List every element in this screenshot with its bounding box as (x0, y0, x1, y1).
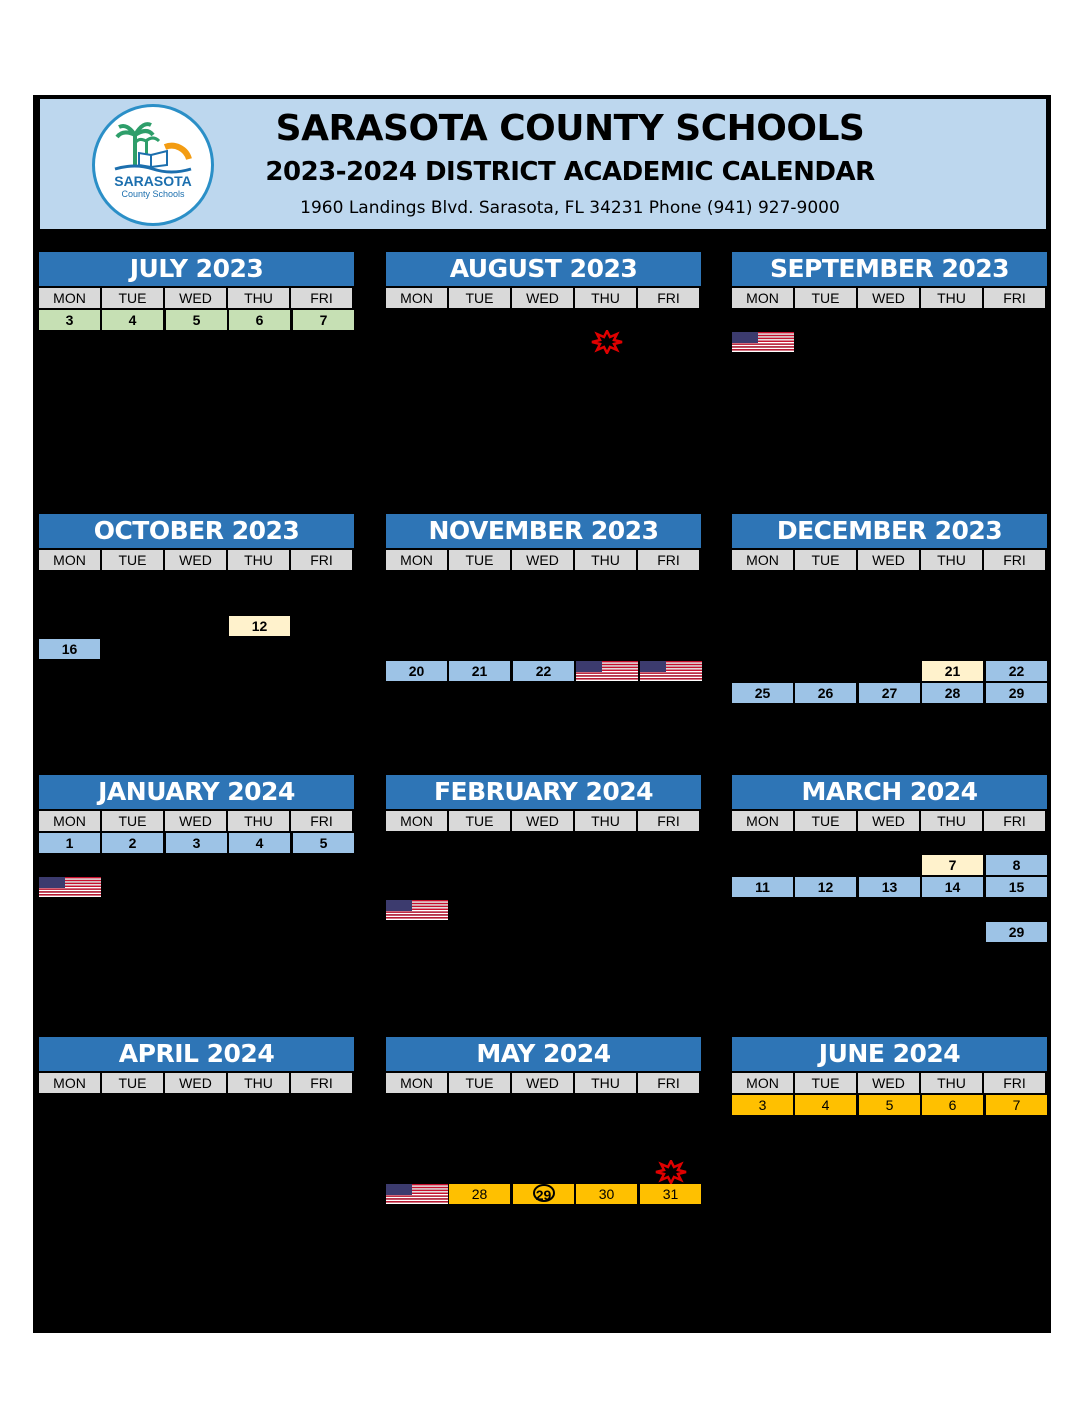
weekday-label: THU (921, 811, 982, 831)
calendar-day: 12 (795, 877, 856, 897)
weekday-label: FRI (638, 550, 699, 570)
weekday-label: TUE (795, 288, 856, 308)
weekday-label: THU (921, 550, 982, 570)
weekday-label: TUE (102, 1073, 163, 1093)
weekday-header (386, 288, 701, 308)
calendar-day: 7 (293, 310, 354, 330)
month-block (386, 514, 701, 679)
month-title: FEBRUARY 2024 (386, 775, 701, 809)
month-block (39, 1037, 354, 1093)
calendar-day: 13 (859, 877, 920, 897)
page-subtitle: 2023-2024 DISTRICT ACADEMIC CALENDAR (265, 157, 875, 187)
calendar-day: 11 (732, 877, 793, 897)
month-title: MARCH 2024 (732, 775, 1047, 809)
weekday-label: WED (858, 550, 919, 570)
weekday-label: TUE (449, 550, 510, 570)
weekday-label: MON (732, 288, 793, 308)
weekday-label: THU (921, 288, 982, 308)
weekday-label: THU (228, 811, 289, 831)
weekday-label: MON (732, 811, 793, 831)
month-block (732, 1037, 1047, 1113)
calendar-day: 29 (986, 683, 1047, 703)
weekday-label: THU (575, 811, 636, 831)
weekday-label: FRI (984, 811, 1045, 831)
weekday-label: WED (165, 288, 226, 308)
weekday-header (386, 811, 701, 831)
us-flag-icon (39, 877, 101, 897)
calendar-day: 3 (166, 833, 227, 853)
weekday-header (732, 288, 1047, 308)
weekday-label: TUE (102, 550, 163, 570)
calendar-day: 15 (986, 877, 1047, 897)
month-block (732, 775, 1047, 940)
us-flag-icon (640, 661, 702, 681)
logo-text-line1: SARASOTA (114, 173, 192, 189)
weekday-label: MON (386, 550, 447, 570)
weekday-header (39, 288, 354, 308)
calendar-day: 5 (166, 310, 227, 330)
weekday-header (386, 1073, 701, 1093)
weekday-label: THU (575, 550, 636, 570)
calendar-day: 4 (795, 1095, 856, 1115)
month-block (732, 514, 1047, 701)
weekday-label: WED (512, 1073, 573, 1093)
calendar-day: 12 (229, 616, 290, 636)
calendar-day: 28 (449, 1184, 510, 1204)
weekday-label: MON (386, 1073, 447, 1093)
calendar-day: 25 (732, 683, 793, 703)
month-title: OCTOBER 2023 (39, 514, 354, 548)
calendar-day: 1 (39, 833, 100, 853)
weekday-label: TUE (449, 811, 510, 831)
us-flag-icon (576, 661, 638, 681)
calendar-day (513, 1184, 574, 1204)
calendar-day: 3 (732, 1095, 793, 1115)
calendar-day: 28 (922, 683, 983, 703)
weekday-label: TUE (795, 811, 856, 831)
month-block (39, 775, 354, 851)
weekday-label: MON (386, 288, 447, 308)
us-flag-icon (386, 1184, 448, 1204)
weekday-label: FRI (291, 1073, 352, 1093)
weekday-label: THU (575, 288, 636, 308)
weekday-label: THU (921, 1073, 982, 1093)
weekday-label: TUE (795, 550, 856, 570)
weekday-label: MON (39, 1073, 100, 1093)
month-title: AUGUST 2023 (386, 252, 701, 286)
weekday-label: FRI (638, 811, 699, 831)
calendar-day: 5 (859, 1095, 920, 1115)
weekday-header (732, 811, 1047, 831)
calendar-day: 8 (986, 855, 1047, 875)
month-title: JANUARY 2024 (39, 775, 354, 809)
calendar-day: 2 (102, 833, 163, 853)
calendar-day: 29 (986, 922, 1047, 942)
logo-text-line2: County Schools (121, 189, 185, 199)
us-flag-icon (732, 332, 794, 352)
weekday-label: FRI (984, 550, 1045, 570)
weekday-label: WED (165, 1073, 226, 1093)
calendar-day: 27 (859, 683, 920, 703)
weekday-label: MON (386, 811, 447, 831)
calendar-day: 7 (922, 855, 983, 875)
month-block (386, 252, 701, 308)
weekday-label: TUE (449, 288, 510, 308)
calendar-day: 6 (229, 310, 290, 330)
weekday-label: TUE (795, 1073, 856, 1093)
weekday-label: MON (732, 1073, 793, 1093)
calendar-day: 14 (922, 877, 983, 897)
weekday-header (386, 550, 701, 570)
weekday-label: WED (512, 550, 573, 570)
weekday-label: THU (575, 1073, 636, 1093)
weekday-label: MON (39, 288, 100, 308)
weekday-label: MON (39, 550, 100, 570)
circled-day-label: 29 (533, 1184, 555, 1202)
school-logo (92, 104, 214, 226)
weekday-label: THU (228, 1073, 289, 1093)
palm-tree-logo-icon (95, 107, 211, 223)
weekday-label: FRI (291, 811, 352, 831)
weekday-label: WED (165, 550, 226, 570)
month-block (39, 252, 354, 328)
weekday-label: MON (39, 811, 100, 831)
calendar-day: 21 (922, 661, 983, 681)
weekday-label: FRI (291, 288, 352, 308)
month-title: DECEMBER 2023 (732, 514, 1047, 548)
month-block (386, 1037, 701, 1203)
red-star-icon (650, 1160, 692, 1184)
weekday-label: WED (858, 288, 919, 308)
weekday-header (732, 1073, 1047, 1093)
weekday-label: WED (165, 811, 226, 831)
weekday-label: FRI (984, 1073, 1045, 1093)
weekday-label: FRI (984, 288, 1045, 308)
month-block (386, 775, 701, 831)
weekday-label: TUE (102, 811, 163, 831)
calendar-day: 22 (986, 661, 1047, 681)
month-title: APRIL 2024 (39, 1037, 354, 1071)
calendar-day: 31 (640, 1184, 701, 1204)
red-star-icon (586, 330, 628, 354)
calendar-day: 4 (102, 310, 163, 330)
weekday-header (39, 550, 354, 570)
weekday-label: FRI (638, 1073, 699, 1093)
calendar-day: 26 (795, 683, 856, 703)
us-flag-icon (386, 900, 448, 920)
month-title: JULY 2023 (39, 252, 354, 286)
month-title: SEPTEMBER 2023 (732, 252, 1047, 286)
calendar-day: 20 (386, 661, 447, 681)
weekday-label: FRI (291, 550, 352, 570)
weekday-header (39, 1073, 354, 1093)
calendar-day: 3 (39, 310, 100, 330)
weekday-label: THU (228, 550, 289, 570)
weekday-header (39, 811, 354, 831)
weekday-label: WED (858, 811, 919, 831)
calendar-day: 21 (449, 661, 510, 681)
calendar-day: 16 (39, 639, 100, 659)
weekday-label: THU (228, 288, 289, 308)
month-block (39, 514, 354, 657)
weekday-label: WED (512, 288, 573, 308)
weekday-label: WED (512, 811, 573, 831)
calendar-day: 7 (986, 1095, 1047, 1115)
weekday-label: MON (732, 550, 793, 570)
month-title: NOVEMBER 2023 (386, 514, 701, 548)
weekday-label: TUE (102, 288, 163, 308)
district-address: 1960 Landings Blvd. Sarasota, FL 34231 Phone (941) 927-9000 (300, 198, 840, 218)
calendar-day: 30 (576, 1184, 637, 1204)
weekday-label: FRI (638, 288, 699, 308)
month-title: MAY 2024 (386, 1037, 701, 1071)
weekday-label: TUE (449, 1073, 510, 1093)
month-title: JUNE 2024 (732, 1037, 1047, 1071)
page-title: SARASOTA COUNTY SCHOOLS (275, 108, 865, 149)
calendar-day: 22 (513, 661, 574, 681)
calendar-day: 4 (229, 833, 290, 853)
calendar-day: 6 (922, 1095, 983, 1115)
calendar-day: 5 (293, 833, 354, 853)
weekday-header (732, 550, 1047, 570)
month-block (732, 252, 1047, 308)
weekday-label: WED (858, 1073, 919, 1093)
